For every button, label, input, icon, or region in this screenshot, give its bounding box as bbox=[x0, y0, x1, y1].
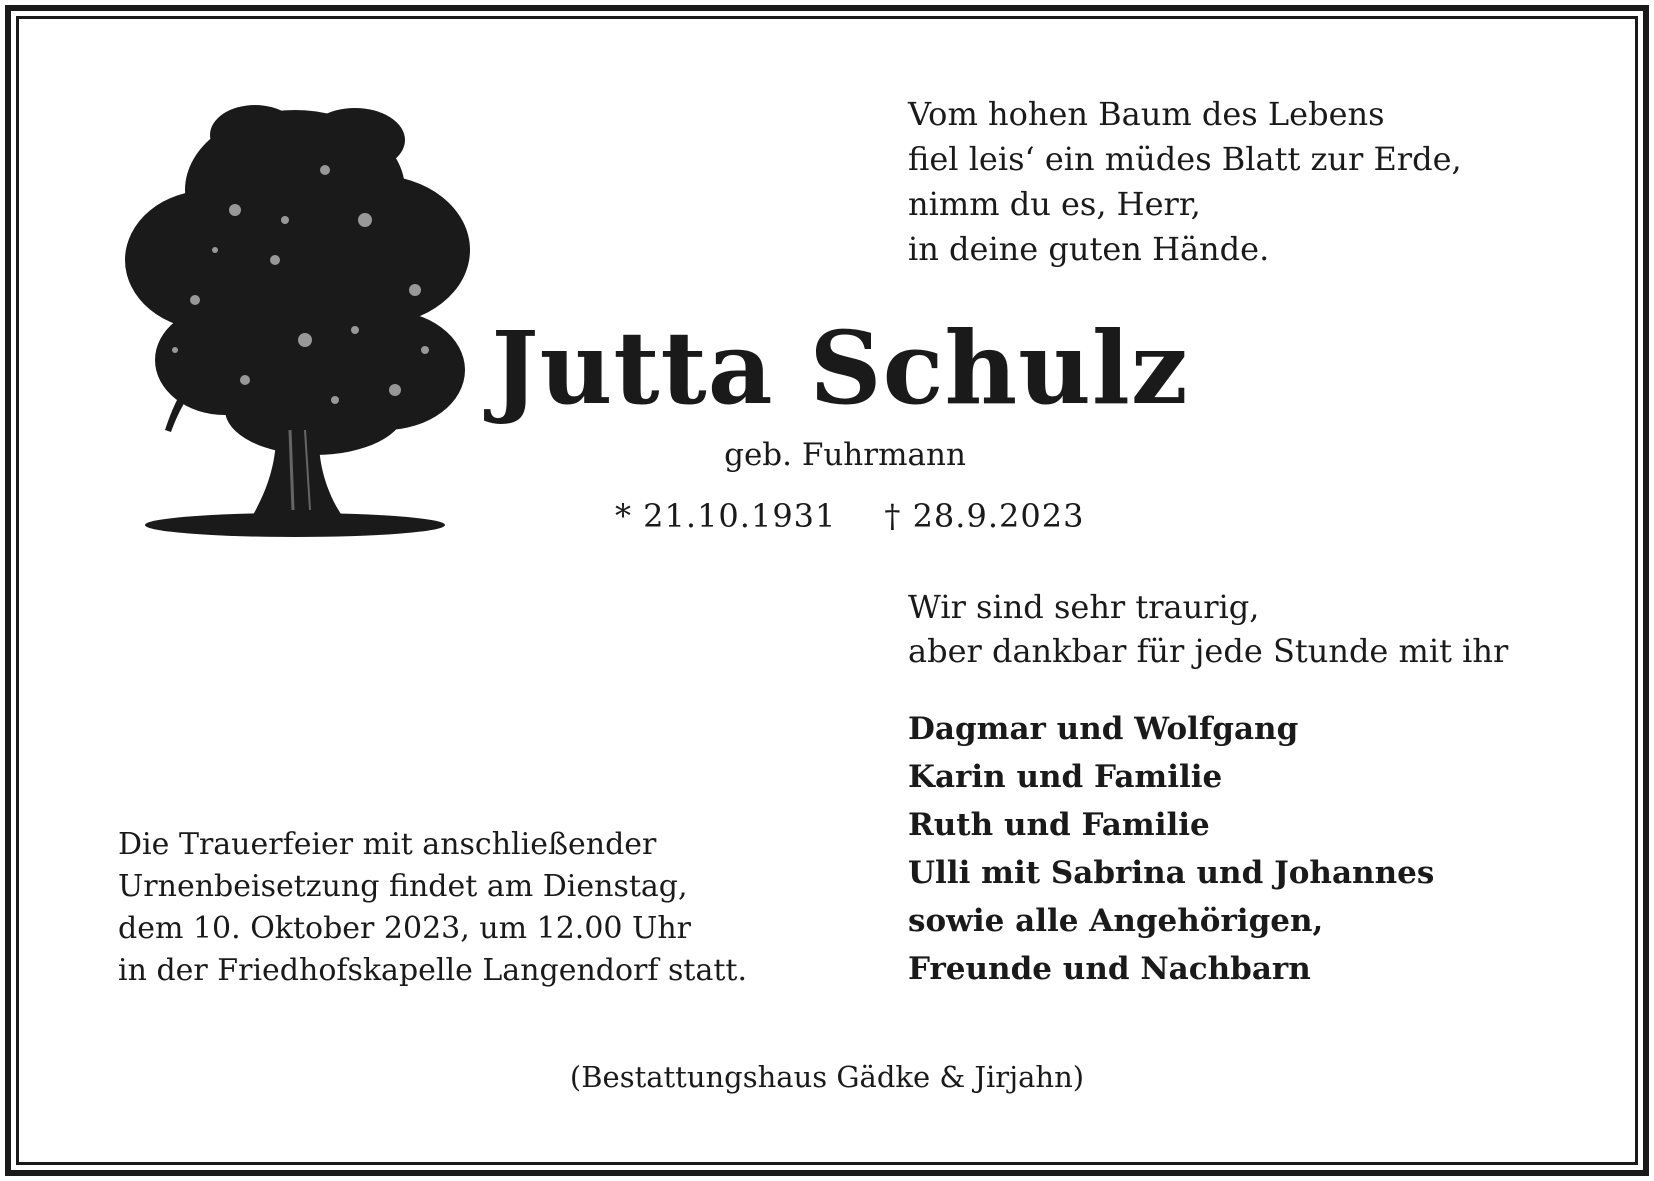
service-line: in der Friedhofskapelle Langendorf statt. bbox=[118, 953, 748, 988]
undertaker-credit: (Bestattungshaus Gädke & Jirjahn) bbox=[569, 1060, 1085, 1094]
mourner-entry: Karin und Familie bbox=[908, 759, 1223, 795]
grief-line: aber dankbar für jede Stunde mit ihr bbox=[908, 632, 1509, 670]
mourner-entry: Ulli mit Sabrina und Johannes bbox=[908, 855, 1435, 891]
mourner-entry: Dagmar und Wolfgang bbox=[908, 711, 1299, 747]
service-info bbox=[118, 824, 747, 992]
verse-line: nimm du es, Herr, bbox=[908, 185, 1201, 223]
verse bbox=[908, 92, 1462, 272]
grief-text bbox=[908, 585, 1508, 673]
service-line: dem 10. Oktober 2023, um 12.00 Uhr bbox=[118, 911, 692, 946]
birth-date: * 21.10.1931 bbox=[615, 497, 837, 535]
mourners-list bbox=[908, 705, 1434, 993]
service-line: Urnenbeisetzung findet am Dienstag, bbox=[118, 869, 688, 904]
verse-line: in deine guten Hände. bbox=[908, 230, 1270, 268]
deceased-name: Jutta Schulz bbox=[491, 309, 1189, 427]
service-line: Die Trauerfeier mit anschließender bbox=[118, 827, 657, 862]
mourner-entry: Ruth und Familie bbox=[908, 807, 1210, 843]
mourner-entry: sowie alle Angehörigen, bbox=[908, 903, 1324, 939]
verse-line: fiel leis‘ ein müdes Blatt zur Erde, bbox=[908, 140, 1462, 178]
death-date: † 28.9.2023 bbox=[884, 497, 1085, 535]
birth-name: geb. Fuhrmann bbox=[724, 437, 966, 473]
grief-line: Wir sind sehr traurig, bbox=[908, 588, 1260, 626]
mourner-entry: Freunde und Nachbarn bbox=[908, 951, 1311, 987]
verse-line: Vom hohen Baum des Lebens bbox=[908, 95, 1385, 133]
life-dates bbox=[615, 497, 1085, 535]
